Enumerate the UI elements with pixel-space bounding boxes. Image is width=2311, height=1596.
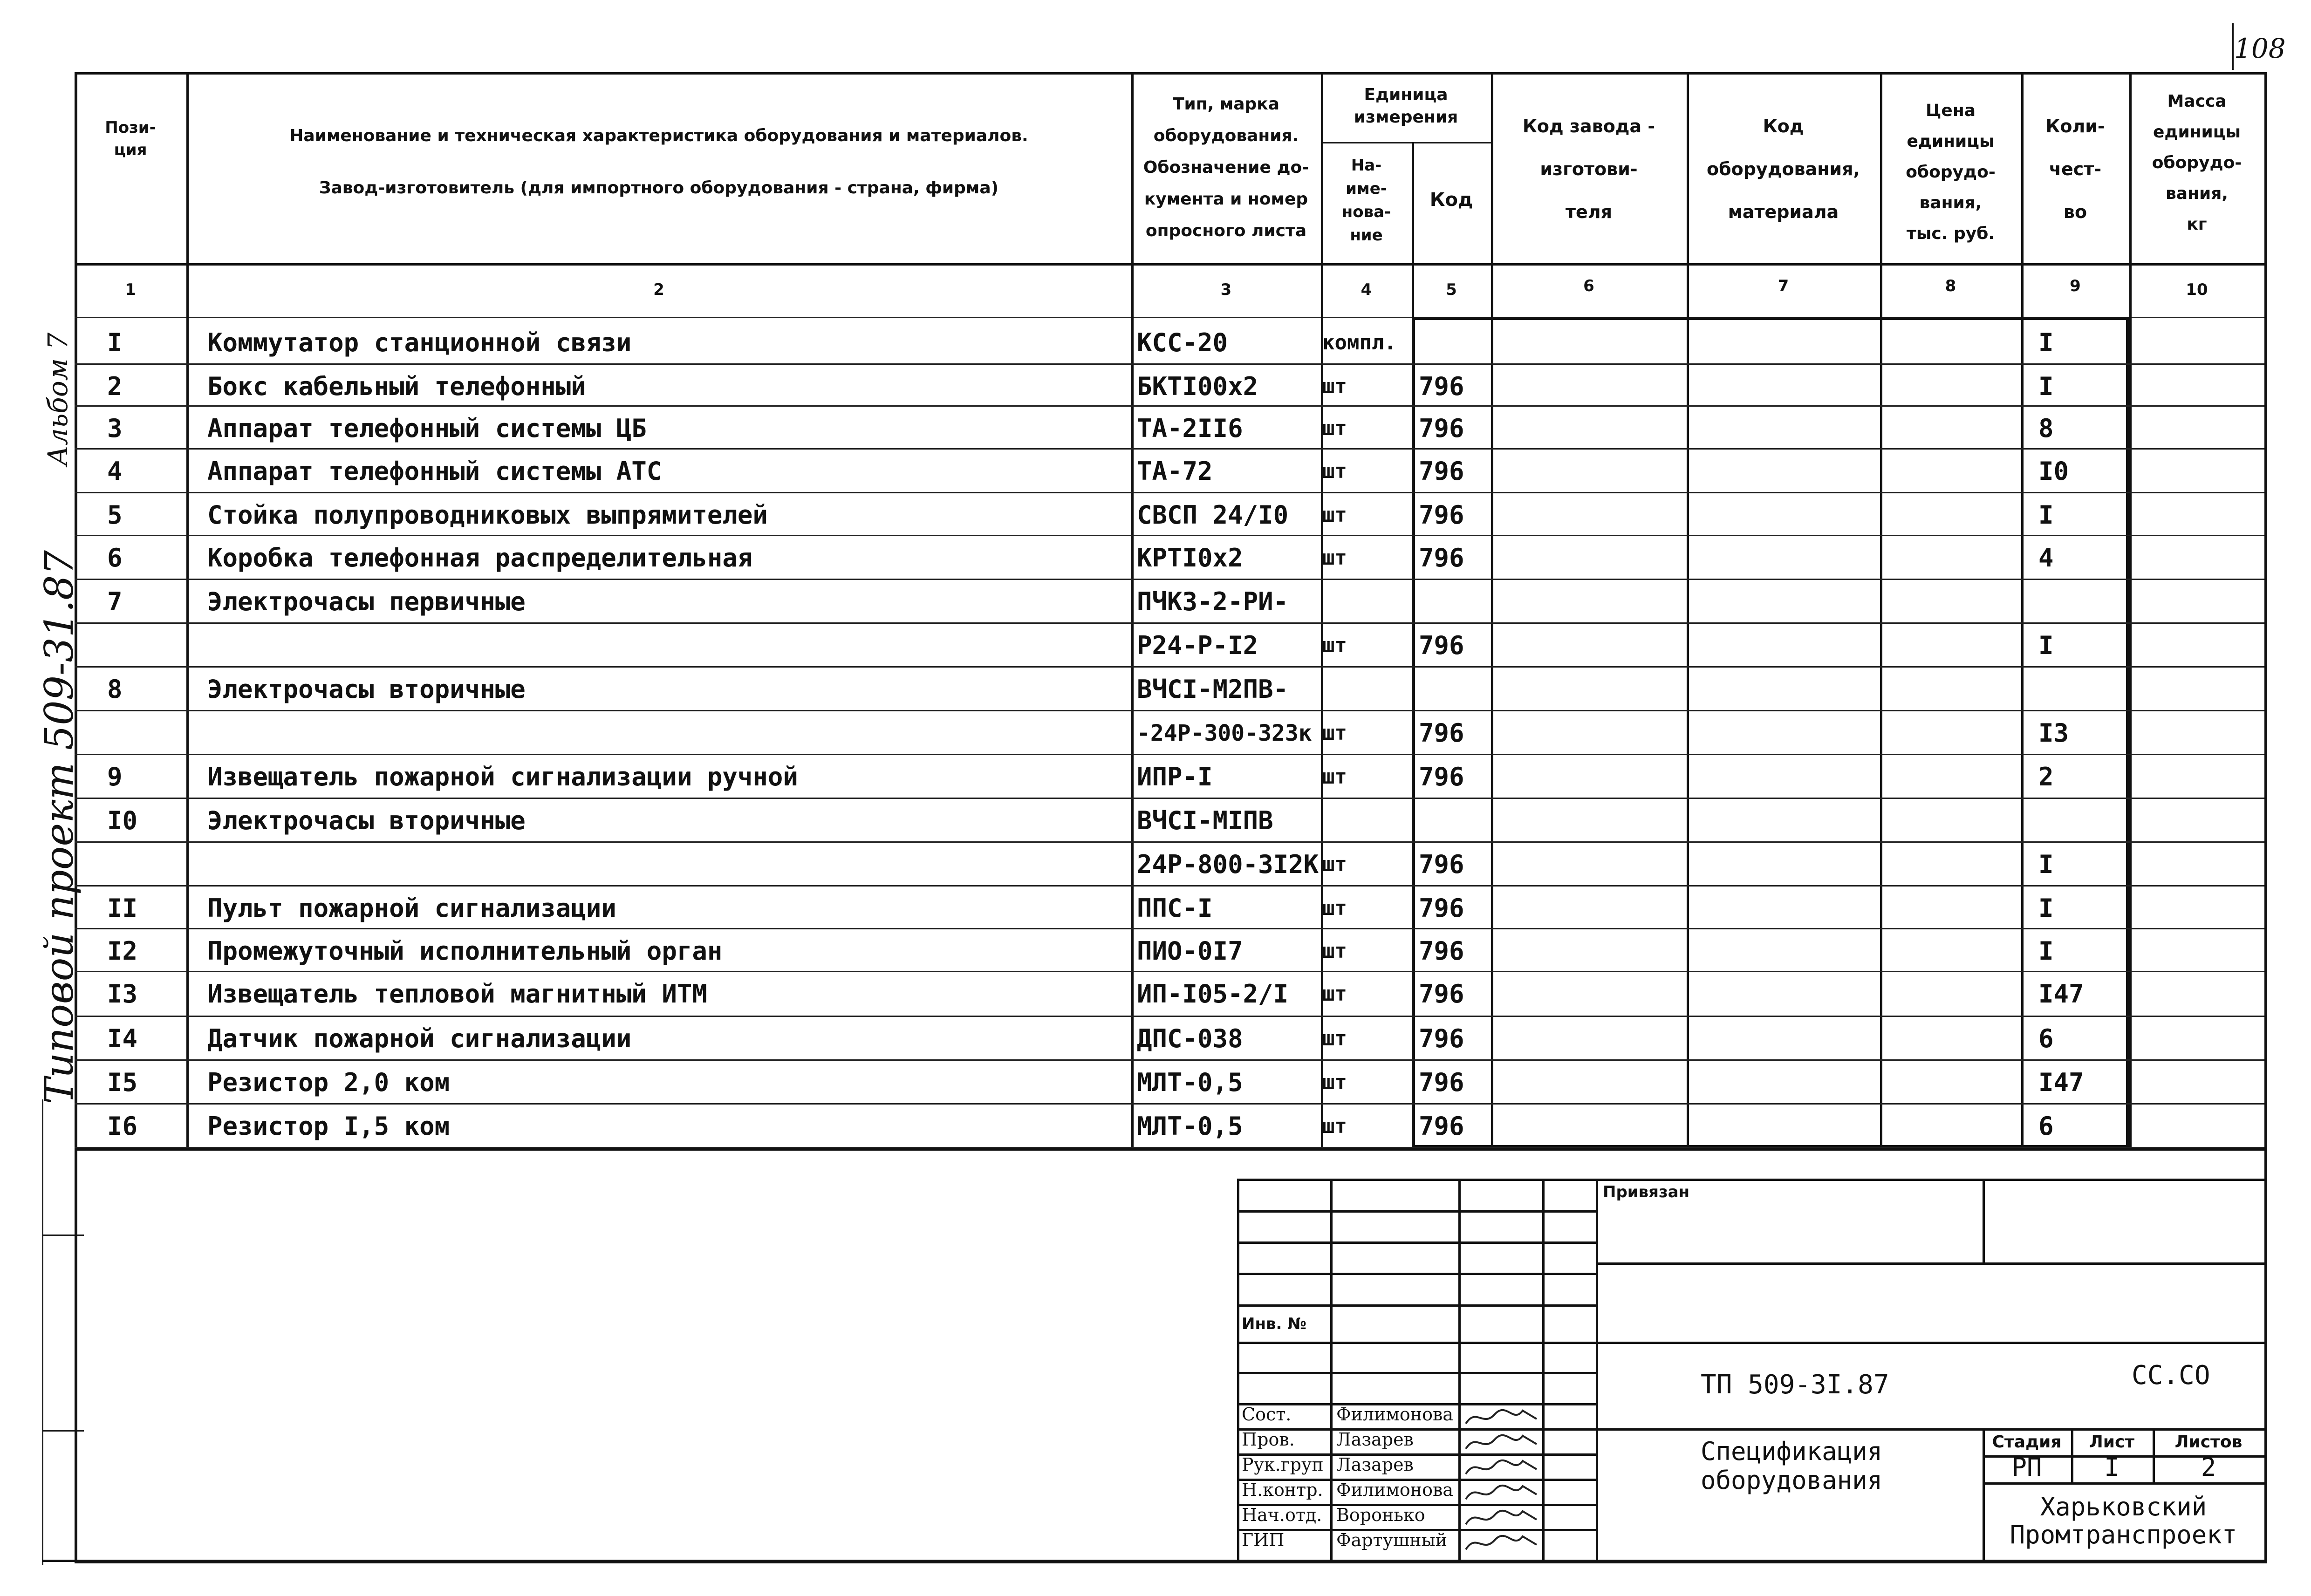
cell-unit: шт [1322, 546, 1347, 570]
tb-role: ГИП [1242, 1530, 1285, 1550]
cell-unit: шт [1322, 982, 1347, 1006]
header-price: Цена единицы оборудо- вания, тыс. руб. [1906, 101, 1996, 243]
header-factory-code: Код завода - изготови- теля [1522, 116, 1655, 222]
cell-type: Р24-Р-I2 [1137, 631, 1258, 660]
tb-stage: РП [2011, 1453, 2042, 1482]
cell-type: ИП-I05-2/I [1137, 979, 1289, 1009]
cell-unit-code: 796 [1419, 1068, 1464, 1097]
tb-line [1596, 1262, 2264, 1265]
tb-line [1237, 1372, 1596, 1374]
stamp-strip-left [42, 1099, 43, 1565]
cell-type: МЛТ-0,5 [1137, 1068, 1243, 1097]
cell-unit-code: 796 [1419, 979, 1464, 1009]
cell-position: 3 [107, 414, 123, 443]
col-number: 5 [1446, 280, 1457, 299]
cell-type: ВЧСI-МIПВ [1137, 806, 1273, 835]
header-unit-name: На- име- нова- ние [1341, 156, 1391, 245]
tb-privyazan: Привязан [1603, 1183, 1690, 1201]
cell-type: ППС-I [1137, 893, 1213, 923]
cell-unit: шт [1322, 765, 1347, 789]
tb-inv-no: Инв. № [1242, 1315, 1307, 1333]
cell-unit: шт [1322, 1071, 1347, 1094]
tb-line [1542, 1179, 1545, 1561]
tb-role: Сост. [1242, 1404, 1292, 1425]
tb-organization: Харьковский Промтранспроект [2010, 1492, 2237, 1549]
cell-name: Бокс кабельный телефонный [207, 372, 586, 401]
cell-quantity: 8 [2038, 414, 2054, 443]
cell-unit: шт [1322, 375, 1347, 398]
cell-type: КСС-20 [1137, 328, 1228, 357]
cell-position: 7 [107, 587, 123, 616]
tb-role: Рук.груп [1242, 1454, 1324, 1475]
signature-scribble [1462, 1480, 1541, 1505]
cell-unit-code: 796 [1419, 1024, 1464, 1053]
tb-role: Н.контр. [1242, 1480, 1323, 1500]
cell-unit-code: 796 [1419, 372, 1464, 401]
cell-unit-code: 796 [1419, 543, 1464, 573]
cell-type: ТА-72 [1137, 457, 1213, 486]
cell-quantity: 2 [2038, 762, 2054, 791]
tb-line [1596, 1179, 1598, 1561]
col-number: 8 [1945, 277, 1956, 295]
cell-name: Извещатель пожарной сигнализации ручной [207, 762, 798, 791]
cell-type: ПЧКЗ-2-РИ- [1137, 587, 1289, 616]
frame-right [2264, 72, 2267, 1561]
header-unit-code: Код [1429, 189, 1473, 211]
header-bottom [75, 263, 2264, 266]
cell-type: ВЧСI-М2ПВ- [1137, 675, 1289, 704]
cell-name: Электрочасы первичные [207, 587, 526, 616]
tb-line [1237, 1179, 1239, 1561]
cell-unit-code: 796 [1419, 718, 1464, 748]
tb-title: Спецификация оборудования [1701, 1437, 1883, 1495]
tb-sheet: I [2104, 1453, 2120, 1482]
cell-type: -24Р-300-323к [1137, 720, 1312, 746]
cell-unit: шт [1322, 503, 1347, 527]
cell-quantity: I47 [2038, 979, 2084, 1009]
tb-line [1237, 1179, 2264, 1181]
side-label-album: Альбом 7 [42, 332, 74, 466]
cell-quantity: I [2038, 936, 2054, 966]
cell-unit: шт [1322, 416, 1347, 440]
cell-unit-code: 796 [1419, 631, 1464, 660]
col-number: 10 [2186, 280, 2208, 299]
signature-scribble [1462, 1430, 1541, 1454]
units-subheader-line [1321, 142, 1491, 143]
cell-unit: шт [1322, 721, 1347, 745]
tb-line [1237, 1210, 1596, 1213]
cell-position: 6 [107, 543, 123, 573]
cell-type: ПИО-0I7 [1137, 936, 1243, 966]
header-position: Пози- ция [105, 118, 156, 159]
cell-name: Датчик пожарной сигнализации [207, 1024, 632, 1053]
header-unit-group: Единица измерения [1354, 85, 1458, 127]
tb-role-name: Филимонова [1336, 1480, 1454, 1500]
cell-quantity: I0 [2038, 457, 2069, 486]
tb-line [1983, 1482, 2264, 1485]
cell-type: БКТI00х2 [1137, 372, 1258, 401]
cell-position: II [107, 893, 138, 923]
cell-name: Стойка полупроводниковых выпрямителей [207, 500, 768, 530]
cell-type: ТА-2II6 [1137, 414, 1243, 443]
cell-name: Резистор 2,0 ком [207, 1068, 450, 1097]
header-name: Наименование и техническая характеристика оборудования и материалов. [289, 126, 1028, 145]
side-label-project: Типовой проект 509-31.87 [36, 550, 82, 1104]
cell-name: Электрочасы вторичные [207, 806, 526, 835]
cell-position: I [107, 328, 123, 357]
cell-unit-code: 796 [1419, 1112, 1464, 1141]
cell-unit-code: 796 [1419, 414, 1464, 443]
cell-unit-code: 796 [1419, 893, 1464, 923]
cell-unit-code: 796 [1419, 457, 1464, 486]
cell-type: СВСП 24/I0 [1137, 500, 1289, 530]
data-box [1412, 317, 2129, 1148]
signature-scribble [1462, 1506, 1541, 1530]
tb-sheet-code: СС.СО [2132, 1360, 2210, 1391]
cell-quantity: I [2038, 850, 2054, 879]
header-equipment-code: Код оборудования, материала [1707, 116, 1860, 222]
cell-position: 9 [107, 762, 123, 791]
cell-position: 4 [107, 457, 123, 486]
cell-quantity: 6 [2038, 1024, 2054, 1053]
cell-unit-code: 796 [1419, 850, 1464, 879]
frame-top [75, 72, 2264, 75]
cell-position: 2 [107, 372, 123, 401]
tb-line [1237, 1273, 1596, 1275]
cell-name: Пульт пожарной сигнализации [207, 893, 616, 923]
tb-role-name: Лазарев [1336, 1454, 1414, 1475]
tb-line [1237, 1304, 1596, 1307]
cell-name: Аппарат телефонный системы ЦБ [207, 414, 647, 443]
cell-quantity: I [2038, 372, 2054, 401]
cell-quantity: I3 [2038, 718, 2069, 748]
cell-position: 8 [107, 675, 123, 704]
col-line [186, 72, 189, 1148]
cell-position: I6 [107, 1112, 138, 1141]
header-type: Тип, марка оборудования. Обозначение до- кумента и номер опросного листа [1143, 95, 1309, 240]
col-number: 4 [1361, 280, 1372, 299]
col-number: 7 [1778, 277, 1789, 295]
cell-unit: шт [1322, 853, 1347, 876]
cell-name: Электрочасы вторичные [207, 675, 526, 704]
tb-role-name: Филимонова [1336, 1404, 1454, 1425]
signature-scribble [1462, 1405, 1541, 1429]
cell-type: ДПС-038 [1137, 1024, 1243, 1053]
cell-type: 24Р-800-3I2К [1137, 850, 1319, 879]
cell-position: 5 [107, 500, 123, 530]
page-number: 108 [2234, 33, 2286, 64]
cell-type: КРТI0х2 [1137, 543, 1243, 573]
cell-position: I4 [107, 1024, 138, 1053]
page-number-tick [2232, 23, 2234, 70]
cell-type: МЛТ-0,5 [1137, 1112, 1243, 1141]
cell-quantity: I [2038, 631, 2054, 660]
cell-unit-code: 796 [1419, 762, 1464, 791]
cell-quantity: I47 [2038, 1068, 2084, 1097]
col-number: 1 [125, 280, 136, 299]
tb-line [1458, 1179, 1461, 1561]
cell-position: I0 [107, 806, 138, 835]
cell-quantity: I [2038, 893, 2054, 923]
tb-stage-label: Стадия [1992, 1432, 2062, 1452]
cell-quantity: 6 [2038, 1112, 2054, 1141]
tb-role-name: Фартушный [1336, 1530, 1448, 1550]
frame-bottom [42, 1560, 2264, 1562]
cell-position: I5 [107, 1068, 138, 1097]
col-number: 2 [653, 280, 664, 299]
tb-line [1237, 1241, 1596, 1244]
cell-unit-code: 796 [1419, 500, 1464, 530]
tb-line [1330, 1179, 1333, 1561]
cell-unit: шт [1322, 896, 1347, 920]
signature-scribble [1462, 1531, 1541, 1555]
cell-position: I2 [107, 936, 138, 966]
cell-name: Коммутатор станционной связи [207, 328, 632, 357]
col-number: 9 [2070, 277, 2081, 295]
header-quantity: Коли- чест- во [2045, 116, 2105, 222]
tb-sheets-label: Листов [2174, 1432, 2243, 1452]
cell-quantity: I [2038, 500, 2054, 530]
header-manufacturer: Завод-изготовитель (для импортного оборудования - страна, фирма) [319, 178, 999, 198]
cell-unit: шт [1322, 1114, 1347, 1138]
col-number: 6 [1583, 277, 1594, 295]
cell-name: Промежуточный исполнительный орган [207, 936, 723, 966]
tb-role: Пров. [1242, 1429, 1295, 1450]
tb-role-name: Лазарев [1336, 1429, 1414, 1450]
cell-quantity: I [2038, 328, 2054, 357]
cell-quantity: 4 [2038, 543, 2054, 573]
cell-unit: шт [1322, 459, 1347, 483]
cell-unit: компл. [1322, 331, 1396, 355]
cell-name: Резистор I,5 ком [207, 1112, 450, 1141]
tb-sheets: 2 [2201, 1453, 2216, 1482]
tb-role-name: Воронько [1336, 1505, 1425, 1525]
cell-unit: шт [1322, 939, 1347, 963]
cell-unit: шт [1322, 634, 1347, 657]
cell-name: Коробка телефонная распределительная [207, 543, 753, 573]
tb-line [1983, 1179, 1985, 1262]
header-mass: Масса единицы оборудо- вания, кг [2152, 92, 2242, 234]
col-number: 3 [1220, 280, 1232, 299]
cell-name: Извещатель тепловой магнитный ИТМ [207, 979, 707, 1009]
cell-unit: шт [1322, 1027, 1347, 1050]
cell-type: ИПР-I [1137, 762, 1213, 791]
cell-unit-code: 796 [1419, 936, 1464, 966]
signature-scribble [1462, 1455, 1541, 1480]
tb-role: Нач.отд. [1242, 1505, 1322, 1525]
tb-line [1237, 1342, 2264, 1344]
row-line [75, 1016, 2264, 1017]
tb-doc-code: ТП 509-3I.87 [1701, 1370, 1889, 1400]
cell-position: I3 [107, 979, 138, 1009]
tb-sheet-label: Лист [2089, 1432, 2135, 1452]
cell-name: Аппарат телефонный системы АТС [207, 457, 662, 486]
table-bottom [75, 1148, 2264, 1151]
